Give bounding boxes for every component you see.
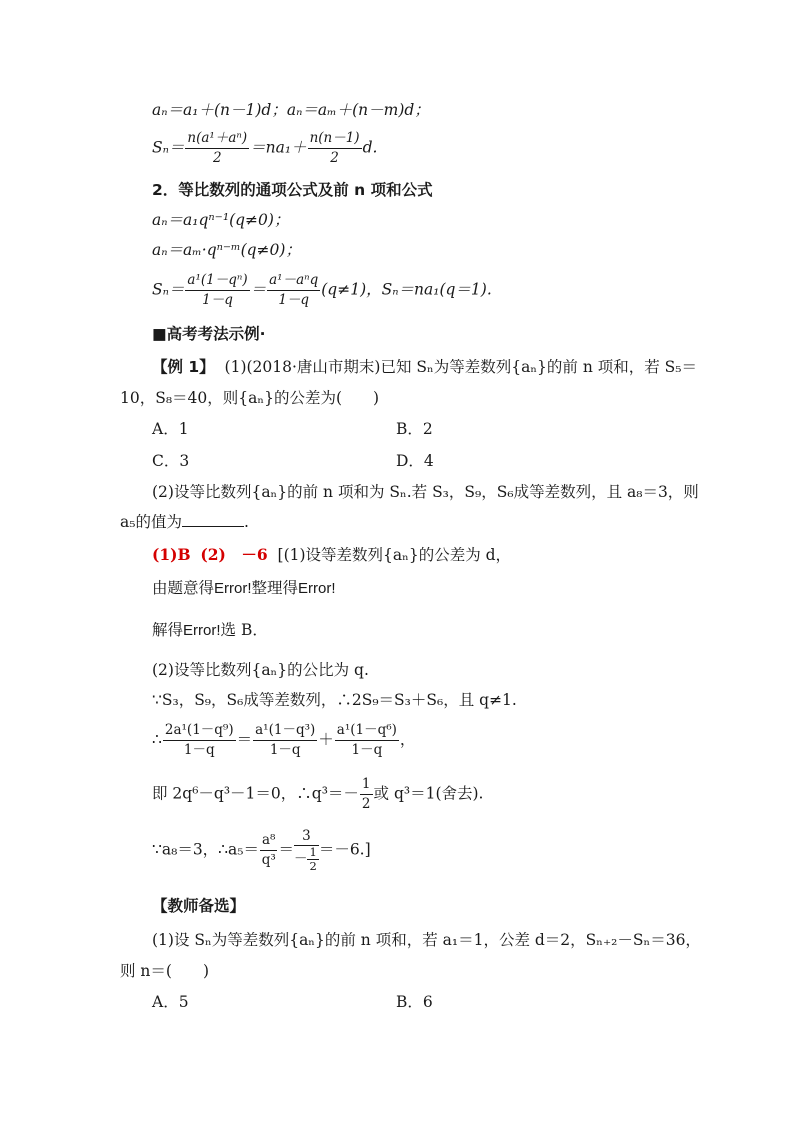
teacher-heading: 【教师备选】 [152,897,246,915]
example1-part2-line1: (2)设等比数列{aₙ}的前 n 项和为 Sₙ.若 S₃，S₉，S₆成等差数列，且 a₈＝3，则 [152,483,699,501]
teacher-option-a: A．5 [152,993,189,1011]
fraction: $\frac{\text{a¹(1－q⁶)}}{1-q}$ [336,722,397,758]
fraction: $\frac{\text{a⁸}}{\text{q³}}$ [261,832,276,868]
solution-line1: (1)B (2) －6 [(1)设等差数列{aₙ}的公差为 d， [152,545,512,564]
fraction: $\frac{\text{a¹(1－qⁿ)}}{1-q}$ [187,272,248,308]
fraction: $\frac{1}{2}$ [361,776,371,812]
answer-1: (1)B [152,545,191,564]
solution-line2: 由题意得Error!整理得Error! [152,579,336,597]
example-label: 【例 1】 [152,358,215,376]
teacher-line2: 则 n＝( ) [120,962,210,980]
fraction: $\frac{\text{a¹－aⁿq}}{1-q}$ [269,272,319,308]
geo-general-term-2: aₙ＝aₘ·qⁿ⁻ᵐ(q≠0)； [152,241,301,259]
solution-p2-equation: ∴ $\frac{\text{2a¹(1－q⁹)}}{1-q}$ ＝ $\frac{\text{a¹(1－q³)}}{1-q}$ ＋ $\frac{\text{a¹(1－q⁶)}}{1-q}$ ， [152,722,416,758]
answer-2: (2) －6 [200,545,268,564]
fraction: $\frac{\text{n(a¹＋aⁿ)}}{2}$ [187,130,248,166]
arith-general-term: aₙ＝a₁＋(n－1)d；aₙ＝aₘ＋(n－m)d； [152,101,430,119]
arith-sum-formula: Sₙ＝ $\frac{\text{n(a¹＋aⁿ)}}{2}$ ＝na₁＋ $\frac{n(n-1)}{2}$ d. [152,130,378,166]
example1-line1: 【例 1】 (1)(2018·唐山市期末)已知 Sₙ为等差数列{aₙ}的前 n 项和，若 S₅＝ [152,358,697,376]
teacher-line1: (1)设 Sₙ为等差数列{aₙ}的前 n 项和，若 a₁＝1，公差 d＝2，Sₙ₊₂－Sₙ＝36， [152,931,701,949]
option-c: C．3 [152,452,190,470]
option-b: B．2 [396,420,433,438]
example1-line2: 10，S₈＝40，则{aₙ}的公差为( ) [120,389,380,407]
error-placeholder: Error! [183,622,221,639]
geo-sum-formula: Sₙ＝ $\frac{\text{a¹(1－qⁿ)}}{1-q}$ ＝ $\frac{\text{a¹－aⁿq}}{1-q}$ (q≠1)，Sₙ＝na₁(q＝1). [152,272,492,308]
fraction: $\frac{\text{a¹(1－q³)}}{1-q}$ [255,722,316,758]
option-d: D．4 [396,452,434,470]
solution-p2-line4: 即 2q⁶－q³－1＝0，∴q³＝－ $\frac{1}{2}$ 或 q³＝1(舍去). [152,776,484,812]
error-placeholder: Error! [298,580,336,597]
fraction: $\frac{n(n-1)}{2}$ [309,130,360,166]
geo-general-term-1: aₙ＝a₁qⁿ⁻¹(q≠0)； [152,211,290,229]
solution-line3: 解得Error!选 B． [152,621,268,639]
example1-part2-line2: a₅的值为 . [120,513,249,531]
answer-blank [182,512,244,527]
solution-p2-line2: ∵S₃，S₉，S₆成等差数列，∴2S₉＝S₃＋S₆，且 q≠1. [152,691,517,709]
section-heading: 2．等比数列的通项公式及前 n 项和公式 [152,181,433,199]
error-placeholder: Error! [214,580,252,597]
teacher-option-b: B．6 [396,993,433,1011]
solution-p2-line1: (2)设等比数列{aₙ}的公比为 q. [152,661,369,679]
solution-p2-line5: ∵a₈＝3，∴a₅＝ $\frac{\text{a⁸}}{\text{q³}}$ ＝ 3 － $\frac{1}{2}$ ＝－6.] [152,828,371,873]
option-a: A．1 [152,420,189,438]
exam-heading: ■高考考法示例· [152,325,266,343]
complex-fraction: 3 － $\frac{1}{2}$ [293,828,317,873]
fraction: $\frac{\text{2a¹(1－q⁹)}}{1-q}$ [164,722,234,758]
